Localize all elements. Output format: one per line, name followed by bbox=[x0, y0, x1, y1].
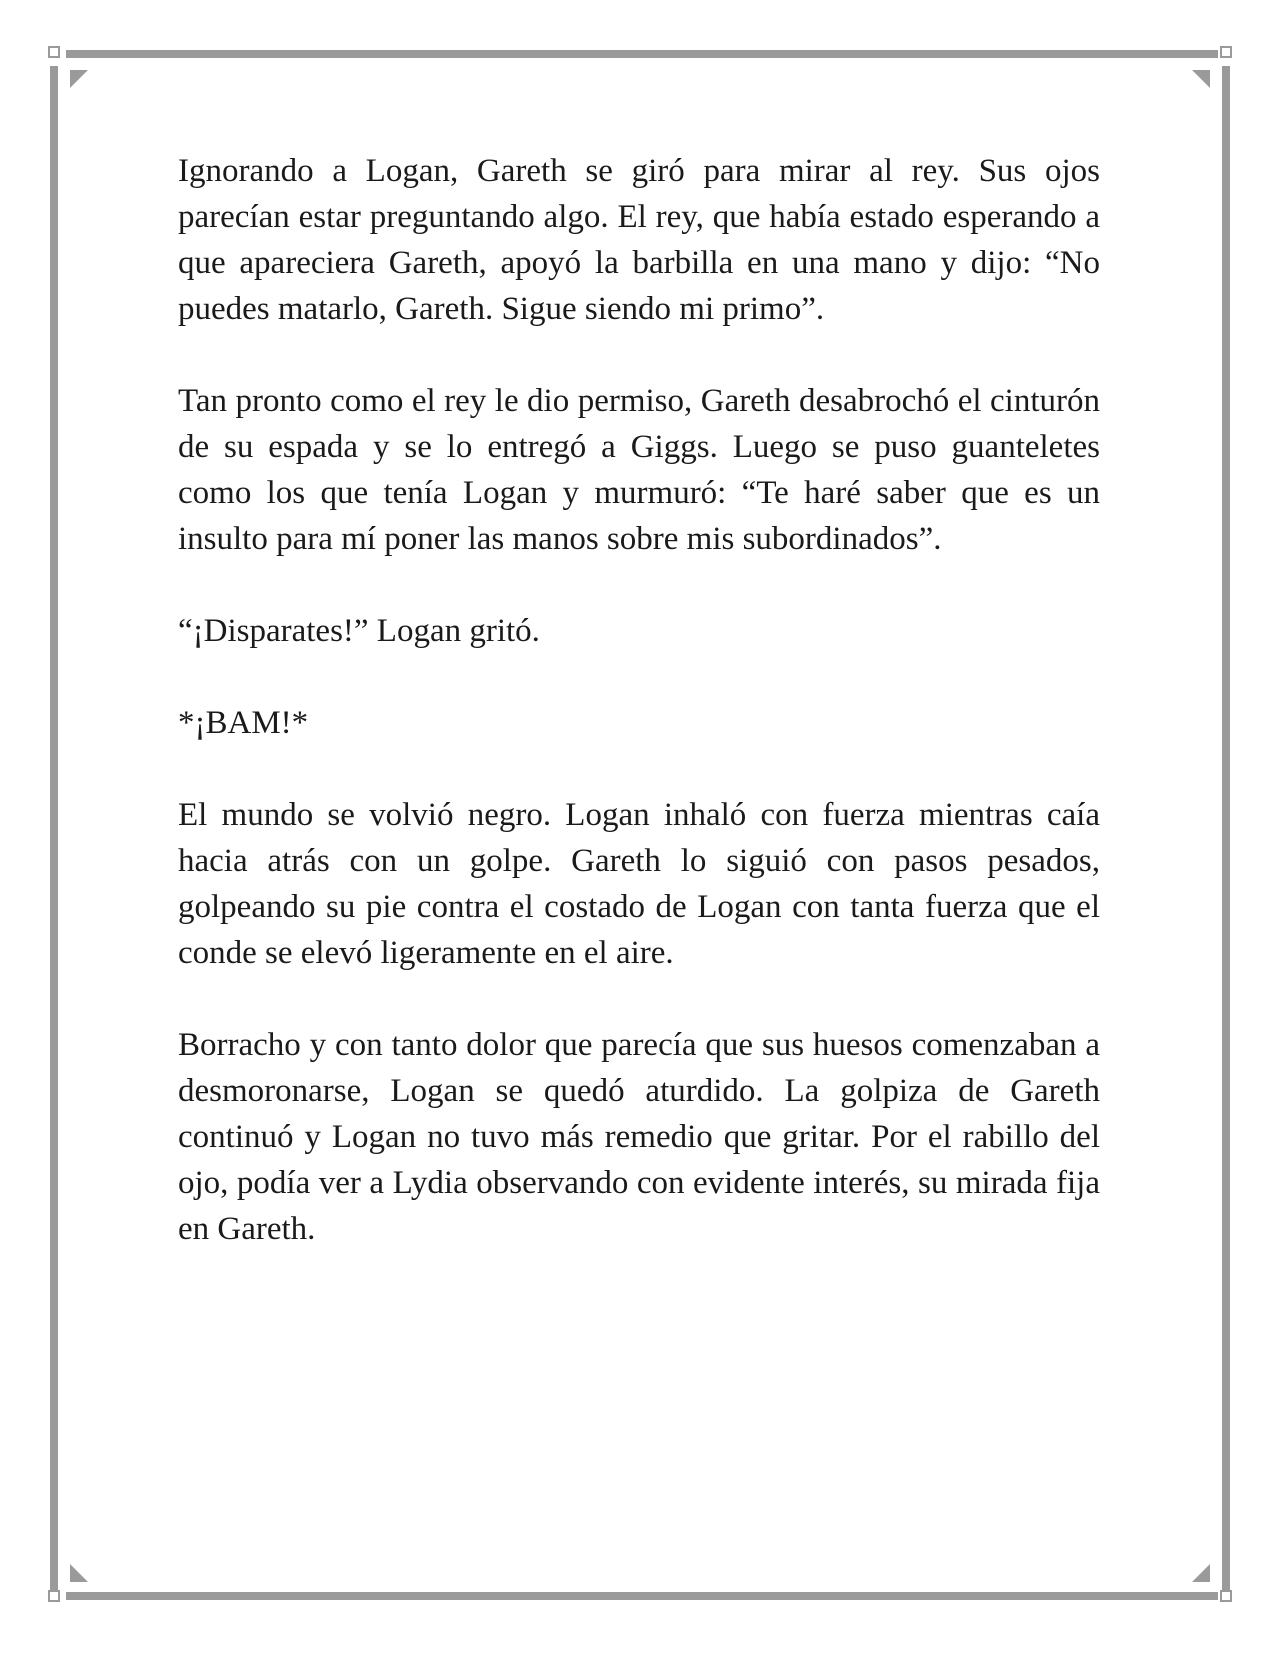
frame-corner-ornament-bottom-left bbox=[48, 1590, 60, 1602]
frame-corner-ornament-top-right bbox=[1220, 46, 1232, 58]
paragraph: “¡Disparates!” Logan gritó. bbox=[178, 613, 540, 649]
paragraph: *¡BAM!* bbox=[178, 705, 309, 741]
frame-corner-ornament-top-left bbox=[48, 46, 60, 58]
frame-border-bottom bbox=[66, 1592, 1218, 1600]
paragraph: Tan pronto como el rey le dio permiso, Gareth desabrochó el cinturón de su espada y se lo entregó a Giggs. Luego se puso guanteletes como los que tenía Logan y murmuró: “Te haré saber que es un insulto para mí poner las manos sobre mis subordinados”. bbox=[178, 383, 1100, 557]
paragraph: Borracho y con tanto dolor que parecía que sus huesos comenzaban a desmoronarse, Logan se quedó aturdido. La golpiza de Gareth continuó y Logan no tuvo más remedio que gritar. Por el rabillo del ojo, podía ver a Lydia observando con evidente interés, su mirada fija en Gareth. bbox=[178, 1027, 1100, 1247]
page-body bbox=[178, 148, 1100, 1298]
frame-corner-ornament-bottom-right bbox=[1220, 1590, 1232, 1602]
paragraph: Ignorando a Logan, Gareth se giró para mirar al rey. Sus ojos parecían estar preguntando algo. El rey, que había estado esperando a que apareciera Gareth, apoyó la barbilla en una mano y dijo: “No puedes matarlo, Gareth. Sigue siendo mi primo”. bbox=[178, 153, 1100, 327]
frame-corner-triangle-bottom-right bbox=[1192, 1564, 1210, 1582]
frame-border-left bbox=[50, 66, 58, 1592]
frame-border-right bbox=[1222, 66, 1230, 1592]
frame-corner-triangle-top-right bbox=[1192, 70, 1210, 88]
frame-corner-triangle-bottom-left bbox=[70, 1564, 88, 1582]
frame-corner-triangle-top-left bbox=[70, 70, 88, 88]
frame-border-top bbox=[66, 50, 1218, 58]
paragraph: El mundo se volvió negro. Logan inhaló con fuerza mientras caía hacia atrás con un golpe. Gareth lo siguió con pasos pesados, golpeando su pie contra el costado de Logan con tanta fuerza que el conde se elevó ligeramente en el aire. bbox=[178, 797, 1100, 971]
